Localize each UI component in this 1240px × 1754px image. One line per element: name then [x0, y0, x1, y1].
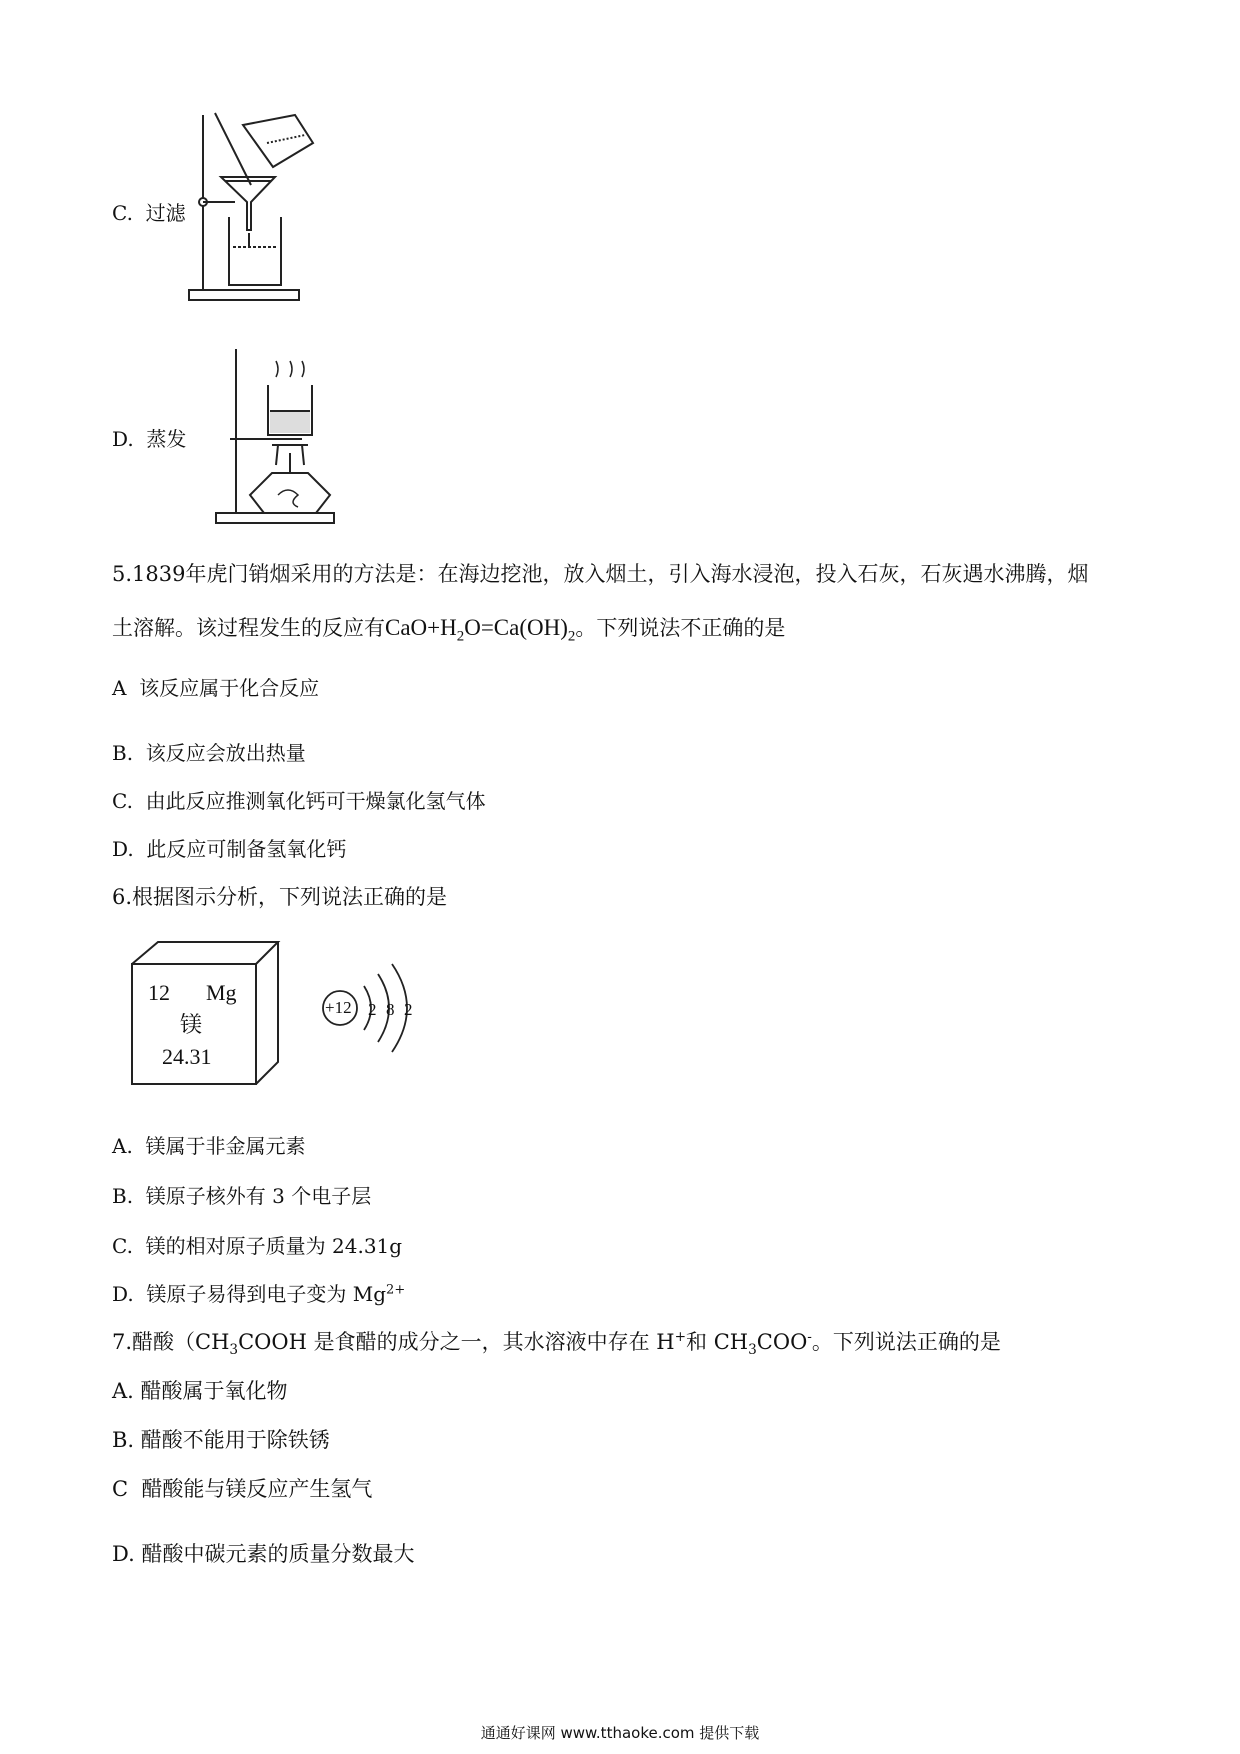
q7-stem-b: COOH 是食醋的成分之一，其水溶液中存在 H — [238, 1330, 675, 1354]
q5-option-d-text: 此反应可制备氢氧化钙 — [146, 837, 347, 861]
q7-stem-a: 7.醋酸（CH — [112, 1330, 230, 1354]
q6-option-d-sup: 2+ — [386, 1282, 406, 1298]
q6-option-c-text: 镁的相对原子质量为 24.31g — [145, 1234, 403, 1258]
q5-option-c-letter: C. — [112, 789, 133, 813]
q6-option-c — [112, 1230, 402, 1259]
element-atomic-mass: 24.31 — [162, 1044, 212, 1069]
q7-option-a-letter: A. — [112, 1379, 134, 1403]
atomic-structure-figure — [320, 960, 430, 1060]
q7-option-c-letter: C — [112, 1477, 129, 1501]
q4-option-d — [112, 423, 186, 452]
element-name: 镁 — [180, 1013, 203, 1038]
q5-option-d-letter: D. — [112, 837, 134, 861]
element-card-figure — [128, 938, 288, 1088]
filtration-apparatus-figure — [185, 105, 325, 305]
q6-option-d — [112, 1278, 405, 1307]
q6-option-c-letter: C. — [112, 1234, 133, 1258]
q7-stem-d: COO — [756, 1330, 808, 1354]
q5-option-b-letter: B. — [112, 741, 134, 765]
page-footer: 通通好课网 www.tthaoke.com 提供下载 — [480, 1724, 760, 1742]
q5-option-a — [112, 672, 319, 701]
q7-option-c-text: 醋酸能与镁反应产生氢气 — [141, 1477, 373, 1501]
shell-1-electrons: 2 — [368, 1000, 377, 1019]
q6-option-a-text: 镁属于非金属元素 — [145, 1134, 306, 1158]
q7-option-b-letter: B. — [112, 1428, 135, 1452]
element-symbol: Mg — [206, 980, 237, 1005]
q6-option-a-letter: A. — [112, 1134, 133, 1158]
nucleus-charge: +12 — [325, 998, 352, 1017]
q5-equation — [385, 615, 576, 645]
q5-option-a-text: 该反应属于化合反应 — [139, 676, 320, 700]
q4-option-c-text: 过滤 — [145, 201, 186, 225]
q4-option-d-letter: D. — [112, 427, 134, 451]
q5-option-c-text: 由此反应推测氧化钙可干燥氯化氢气体 — [145, 789, 486, 813]
q5-eq-sub1: 2 — [456, 628, 465, 645]
q7-option-b — [112, 1424, 330, 1454]
element-atomic-number: 12 — [148, 980, 170, 1005]
q7-stem — [112, 1326, 1001, 1358]
q5-option-b-text: 该反应会放出热量 — [145, 741, 306, 765]
q5-stem-line2-post: 。下列说法不正确的是 — [575, 616, 786, 640]
q5-option-d — [112, 833, 346, 862]
q7-option-d — [112, 1538, 414, 1568]
q6-option-a — [112, 1130, 306, 1159]
q5-option-c — [112, 785, 486, 814]
q7-option-a — [112, 1375, 288, 1405]
q5-stem-line1: 5.1839年虎门销烟采用的方法是：在海边挖池，放入烟土，引入海水浸泡，投入石灰，石灰遇水沸腾，烟 — [112, 562, 1089, 586]
q5-option-b — [112, 737, 306, 766]
q7-stem-e: 。下列说法正确的是 — [811, 1330, 1001, 1354]
q6-option-b-text: 镁原子核外有 3 个电子层 — [145, 1184, 372, 1208]
q7-stem-sup2: - — [807, 1329, 812, 1345]
q6-option-d-letter: D. — [112, 1282, 134, 1306]
shell-3-electrons: 2 — [404, 1000, 413, 1019]
q5-stem-line2-text: 土溶解。该过程发生的反应有 — [112, 616, 385, 640]
q7-option-d-letter: D. — [112, 1542, 135, 1566]
q7-stem-sub2: 3 — [748, 1342, 757, 1359]
q6-option-b — [112, 1180, 371, 1209]
q7-stem-c: 和 CH — [686, 1330, 749, 1354]
q5-eq-mid: O=Ca(OH) — [464, 615, 568, 640]
q7-option-a-text: 醋酸属于氧化物 — [140, 1379, 288, 1403]
q6-stem: 6.根据图示分析，下列说法正确的是 — [112, 885, 448, 909]
q6-option-b-letter: B. — [112, 1184, 134, 1208]
shell-2-electrons: 8 — [386, 1000, 395, 1019]
q5-eq-sub2: 2 — [567, 628, 576, 645]
q7-option-b-text: 醋酸不能用于除铁锈 — [140, 1428, 330, 1452]
q5-option-a-letter: A — [112, 676, 127, 700]
evaporation-apparatus-figure — [212, 345, 342, 527]
q4-option-c — [112, 197, 186, 226]
q7-option-c — [112, 1473, 372, 1503]
q5-eq-left: CaO+H — [385, 615, 457, 640]
q7-option-d-text: 醋酸中碳元素的质量分数最大 — [141, 1542, 415, 1566]
q5-stem-line2 — [112, 612, 785, 646]
q4-option-d-text: 蒸发 — [146, 427, 187, 451]
q4-option-c-letter: C. — [112, 201, 133, 225]
q7-stem-sup1: + — [674, 1329, 687, 1345]
q7-stem-sub1: 3 — [229, 1342, 239, 1359]
q6-option-d-text: 镁原子易得到电子变为 Mg — [146, 1282, 387, 1306]
